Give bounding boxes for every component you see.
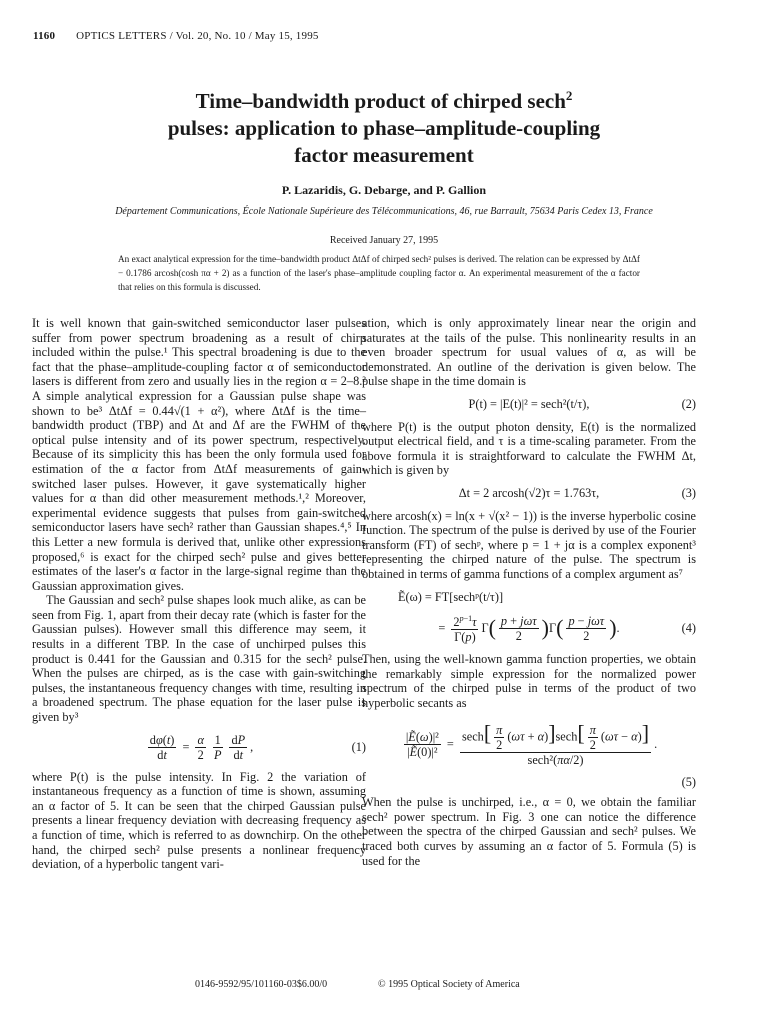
right-column — [362, 316, 696, 868]
paper-title — [60, 82, 708, 169]
equation-1: $\frac{d\varphi(t)}{dt}$ = $\frac{\alpha}{2}$ $\frac{1}{P}$ $\frac{dP}{dt}$ , (1) — [149, 732, 366, 762]
equation-number: (5) — [681, 774, 696, 789]
received-date: Received January 27, 1995 — [329, 235, 439, 246]
author-list: P. Lazaridis, G. Debarge, and P. Gallion — [281, 183, 487, 197]
abstract: An exact analytical expression for the time–bandwidth product ΔtΔf of chirped sech² pulses is derived. The relation can be expressed by ΔtΔf − 0.1786 arcosh(cosh πα + 2) as a function of the laser's phase–amplitude coupling factor α. An experimental measurement of the α factor that relies on this formula is discussed. — [118, 254, 640, 292]
equation-4: = $\frac{2^{p-1}\tau}{\Gamma(p)}$ Γ ( $\frac{\text{p + jωτ}}{2}$ ) Γ ( $\frac{\text{p − jωτ}}{2}$ ) . (4) — [438, 613, 696, 645]
copyright: © 1995 Optical Society of America — [378, 979, 520, 990]
body-paragraph: Then, using the well-known gamma function properties, we obtain the remarkably simple expression for the normalized power spectrum of the chirped pulse in terms of the product of two hyperbolic secants as — [362, 652, 696, 710]
title-line-2: pulses: application to phase–amplitude-coupling — [167, 116, 601, 140]
equation-3 — [362, 486, 696, 501]
equation-3-text: Δt = 2 arcosh(√2)τ = 1.763τ, — [458, 485, 600, 500]
equation-4-line-1 — [362, 590, 696, 605]
title-line-3: factor measurement — [294, 143, 474, 167]
title-superscript: 2 — [565, 88, 573, 103]
equation-number: (4) — [681, 620, 696, 635]
body-paragraph: When the pulse is unchirped, i.e., α = 0, we obtain the familiar sech² power spectrum. In Fig. 3 one can notice the difference between the spectra of the chirped Gaussian and sech² pulses. We traced both curves by assuming an α factor of 5. Formula (5) is used for the — [362, 795, 696, 868]
equation-5: $\frac{\text{|Ẽ(ω)|²}}{\text{|Ẽ(0)|²}}$ = sech[ $\frac{\pi}{2}$ (ωτ + α)]sech[ $\frac{\pi}{2}$ (ωτ − α)] sech²(πα/2) . — [405, 719, 658, 767]
equation-2 — [362, 397, 696, 412]
running-header — [33, 30, 319, 42]
affiliation: Département Communications, École Nationale Supérieure des Télécommunications, 46, rue Barrault, 75634 Paris Cedex 13, France — [115, 206, 653, 217]
journal-citation: OPTICS LETTERS / Vol. 20, No. 10 / May 15, 1995 — [76, 30, 319, 42]
equation-number: (1) — [351, 739, 366, 754]
title-line-1: Time–bandwidth product of chirped sech — [195, 89, 566, 113]
equation-number: (3) — [681, 485, 696, 500]
equation-4-text: Ẽ(ω) = FT[sechᵖ(t/τ)] — [398, 589, 504, 604]
equation-2-text: P(t) = |E(t)|² = sech²(t/τ), — [468, 396, 590, 411]
body-paragraph: ation, which is only approximately linear near the origin and saturates at the tails of the pulse. This nonlinearity results in an even broader spectrum for usual values of α, as will be demonstrated. An outline of the derivation is given below. The pulse shape in the time domain is — [362, 316, 696, 389]
page-number: 1160 — [33, 30, 56, 42]
body-paragraph: where arcosh(x) = ln(x + √(x² − 1)) is the inverse hyperbolic cosine function. The spectrum of the pulse is derived by use of the Fourier transform (FT) of sechᵖ, where p = 1 + jα is a complex exponent³ representing the chirped nature of the pulse. The spectrum is obtained in terms of gamma functions of a complex argument as⁷ — [362, 508, 696, 581]
body-paragraph: where P(t) is the output photon density, E(t) is the normalized output electrical field, and τ is a time-scaling parameter. From the above formula it is straightforward to calculate the FWHM Δt, which is given by — [362, 419, 696, 478]
body-paragraph: It is well known that gain-switched semiconductor laser pulses suffer from power spectrum broadening as a result of chirp included within the pulse.¹ This spectral broadening is due to the fact that the phase–amplitude-coupling factor α of semiconductor lasers is different from zero and usually lies in the region α = 2–8.² A simple analytical expression for a Gaussian pulse shape was shown to be³ ΔtΔf = 0.44√(1 + α²), where ΔtΔf is the time–bandwidth product (TBP) and Δt and Δf are the FWHM of the optical pulse intensity and of its power spectrum, respectively. Because of its simplicity this has been the only formula used for estimation of the α factor from ΔtΔf measurements of gain-switched laser pulses. However, it gave systematically higher values for α than did other measurement methods.¹,² Moreover, experimental evidence suggests that pulses from gain-switched semiconductor lasers have sech² rather than Gaussian shapes.⁴,⁵ In this Letter a new formula is derived that, unlike other expressions proposed,⁶ is exact for the chirped sech² pulse and gives better estimates of the laser's α factor in the large-signal regime than the Gaussian approximation gives. — [32, 316, 366, 593]
body-paragraph: The Gaussian and sech² pulse shapes look much alike, as can be seen from Fig. 1, apart from their decay rate (which is faster for the Gaussian pulses). However small this difference may seem, it results in a different TBP. In the case of unchirped pulses this product is 0.441 for the Gaussian and 0.315 for the sech² pulse. When the pulses are chirped, as is the case with gain-switching pulses, the instantaneous frequency changes with time, resulting in a broadened spectrum. The phase equation for the laser pulse is given by³ — [32, 593, 366, 725]
article-code: 0146-9592/95/101160-03$6.00/0 — [195, 979, 328, 990]
body-paragraph: where P(t) is the pulse intensity. In Fig. 2 the variation of instantaneous frequency as a function of time is shown, assuming an α factor of 5. It can be seen that the chirped Gaussian pulse presents a linear frequency deviation with decreasing frequency as a function of time, which is referred to as downchirp. On the other hand, the chirped sech² pulse presents a nonlinear frequency deviation, of a hyperbolic tangent vari- — [32, 769, 366, 872]
equation-number: (2) — [681, 396, 696, 411]
left-column — [32, 316, 366, 872]
